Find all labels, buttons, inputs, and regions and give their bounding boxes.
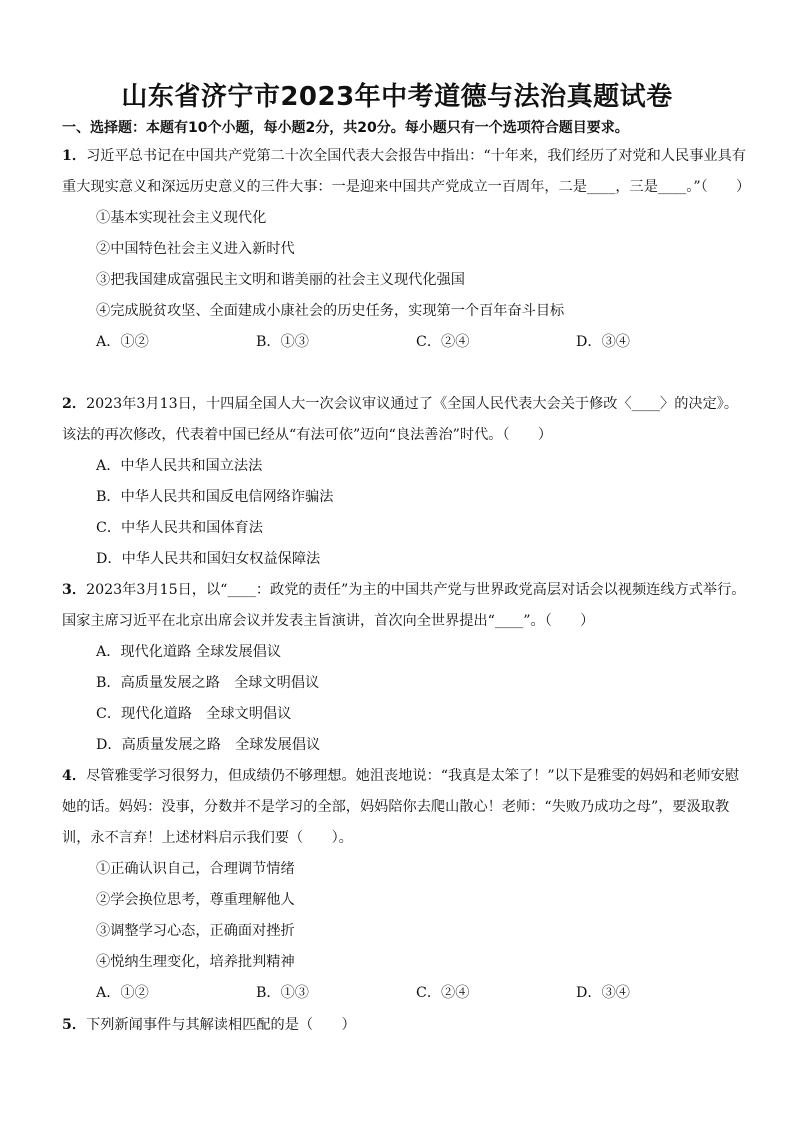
question-1	[62, 141, 751, 358]
choice-b[interactable]: B．高质量发展之路 全球文明倡议	[96, 675, 320, 691]
question-number: 1．	[62, 148, 87, 164]
choice-d[interactable]: D．③④	[576, 985, 630, 1001]
choice-c[interactable]: C．现代化道路 全球文明倡议	[96, 706, 292, 722]
section-heading: 一、选择题：本题有10个小题，每小题2分，共20分。每小题只有一个选项符合题目要求。	[62, 120, 629, 136]
answer-choices	[62, 978, 746, 1009]
question-number: 4．	[62, 768, 87, 784]
question-stem	[62, 575, 746, 637]
question-stem	[62, 141, 751, 203]
answer-choices	[62, 327, 746, 358]
statement-item: ④悦纳生理变化，培养批判精神	[96, 954, 295, 970]
question-text: 习近平总书记在中国共产党第二十次全国代表大会报告中指出：“十年来，我们经历了对党和人民事业具有重大现实意义和深远历史意义的三件大事：一是迎来中国共产党成立一百周年，二是____，三是____。”（ ）	[62, 148, 751, 195]
statement-item: ①基本实现社会主义现代化	[96, 210, 267, 226]
question-5	[62, 1010, 746, 1041]
page-title: 山东省济宁市2023年中考道德与法治真题试卷	[121, 82, 673, 112]
choice-c[interactable]: C．②④	[416, 334, 470, 350]
choice-b[interactable]: B．中华人民共和国反电信网络诈骗法	[96, 489, 334, 505]
statement-item: ③调整学习心态，正确面对挫折	[96, 923, 295, 939]
choice-d[interactable]: D．③④	[576, 334, 630, 350]
question-number: 3．	[62, 582, 87, 598]
question-3	[62, 575, 746, 761]
choice-d[interactable]: D．高质量发展之路 全球发展倡议	[96, 737, 321, 753]
choice-b[interactable]: B．①③	[256, 334, 309, 350]
choice-a[interactable]: A．现代化道路 全球发展倡议	[96, 644, 282, 660]
question-2	[62, 389, 746, 575]
question-stem	[62, 1010, 746, 1041]
question-number: 5．	[62, 1017, 87, 1033]
statement-item: ②学会换位思考，尊重理解他人	[96, 892, 295, 908]
choice-c[interactable]: C．②④	[416, 985, 470, 1001]
question-text: 2023年3月15日，以“____：政党的责任”为主的中国共产党与世界政党高层对话会以视频连线方式举行。国家主席习近平在北京出席会议并发表主旨演讲，首次向全世界提出“____”。（ ）	[62, 582, 746, 629]
question-text: 下列新闻事件与其解读相匹配的是（ ）	[86, 1017, 356, 1033]
choice-c[interactable]: C．中华人民共和国体育法	[96, 520, 263, 536]
choice-a[interactable]: A．中华人民共和国立法法	[96, 458, 263, 474]
statement-item: ③把我国建成富强民主文明和谐美丽的社会主义现代化强国	[96, 272, 465, 288]
question-4	[62, 761, 746, 1009]
statement-item: ②中国特色社会主义进入新时代	[96, 241, 295, 257]
question-stem	[62, 761, 746, 854]
statement-item: ①正确认识自己，合理调节情绪	[96, 861, 295, 877]
choice-d[interactable]: D．中华人民共和国妇女权益保障法	[96, 551, 321, 567]
statement-item: ④完成脱贫攻坚、全面建成小康社会的历史任务，实现第一个百年奋斗目标	[96, 303, 565, 319]
question-text: 尽管雅雯学习很努力，但成绩仍不够理想。她沮丧地说：“我真是太笨了！”以下是雅雯的妈妈和老师安慰她的话。妈妈：没事，分数并不是学习的全部，妈妈陪你去爬山散心！老师：“失败乃成功之母”，要汲取教训，永不言弃！上述材料启示我们要（ ）。	[62, 768, 740, 846]
question-text: 2023年3月13日，十四届全国人大一次会议审议通过了《全国人民代表大会关于修改〈____〉的决定》。该法的再次修改，代表着中国已经从“有法可依”迈向“良法善治”时代。（ ）	[62, 396, 739, 443]
choice-b[interactable]: B．①③	[256, 985, 309, 1001]
question-stem	[62, 389, 746, 451]
choice-a[interactable]: A．①②	[96, 334, 149, 350]
question-number: 2．	[62, 396, 87, 412]
choice-a[interactable]: A．①②	[96, 985, 149, 1001]
